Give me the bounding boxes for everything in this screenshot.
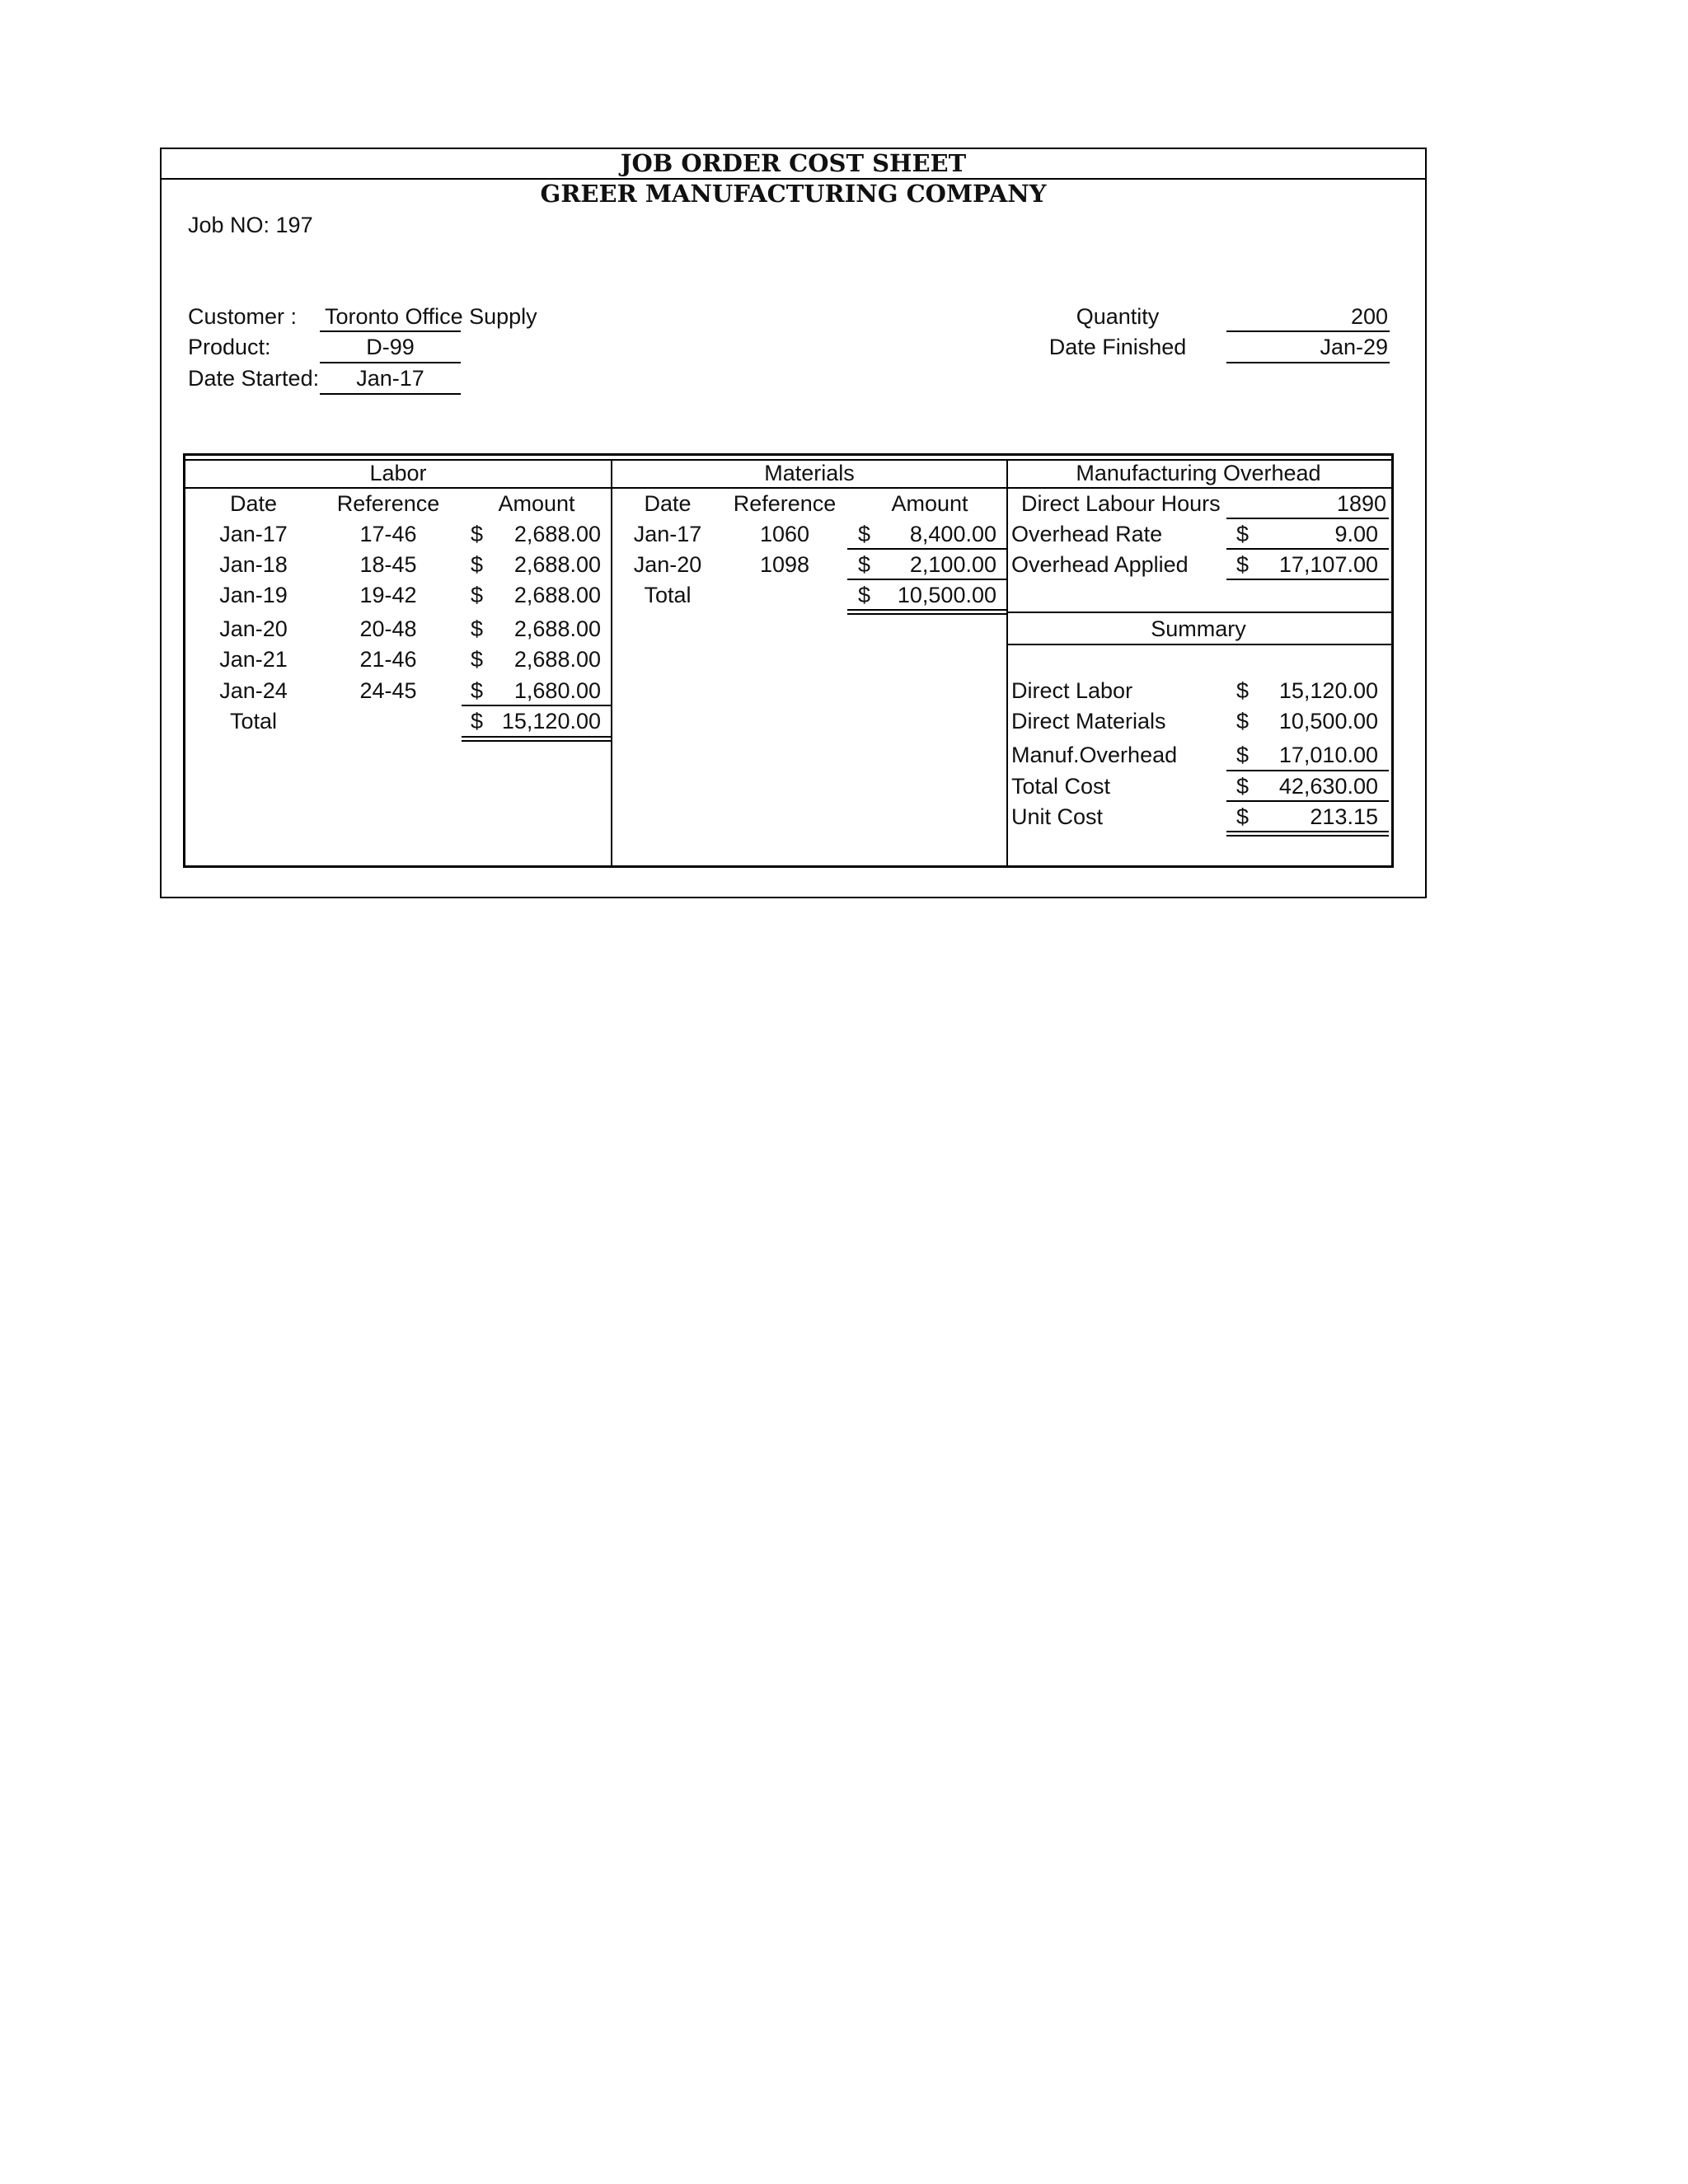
summary-value: 10,500.00 <box>1278 709 1378 733</box>
labor-currency: $ <box>471 583 484 607</box>
labor-total-double-underline <box>462 736 611 742</box>
materials-date: Jan-20 <box>633 552 702 577</box>
product-underline <box>320 362 461 363</box>
labor-col-amount: Amount <box>498 491 575 516</box>
labor-currency: $ <box>471 522 484 546</box>
summary-value: 15,120.00 <box>1278 678 1378 703</box>
summary-title-line <box>1006 644 1391 645</box>
hours-underline <box>1226 518 1389 519</box>
quantity-label: Quantity <box>1076 304 1160 329</box>
materials-col-reference: Reference <box>733 491 837 516</box>
labor-reference: 18-45 <box>359 552 417 577</box>
labor-date: Jan-24 <box>219 678 288 703</box>
job-number: Job NO: 197 <box>188 213 313 237</box>
overhead-rate-value: 9.00 <box>1334 522 1378 546</box>
labor-total-currency: $ <box>471 709 484 733</box>
summary-currency: $ <box>1236 774 1250 799</box>
date-started-label: Date Started: <box>188 366 320 391</box>
labor-date: Jan-21 <box>219 647 288 672</box>
materials-overhead-divider <box>1006 459 1008 865</box>
company-name: GREER MANUFACTURING COMPANY <box>540 180 1047 208</box>
labor-col-date: Date <box>229 491 278 516</box>
materials-row-line <box>847 548 1006 550</box>
unit-cost-double-underline <box>1226 831 1389 837</box>
materials-total-double-underline <box>847 609 1006 615</box>
materials-title: Materials <box>764 461 855 485</box>
materials-reference: 1060 <box>759 522 810 546</box>
materials-col-date: Date <box>644 491 692 516</box>
materials-col-amount: Amount <box>891 491 968 516</box>
date-finished-value: Jan-29 <box>1320 335 1388 359</box>
labor-date: Jan-19 <box>219 583 288 607</box>
quantity-underline <box>1226 330 1390 332</box>
summary-label: Direct Materials <box>1011 709 1166 733</box>
quantity-value: 200 <box>1350 304 1388 329</box>
labor-reference: 20-48 <box>359 616 417 641</box>
summary-value: 42,630.00 <box>1278 774 1378 799</box>
overhead-applied-currency: $ <box>1236 552 1250 577</box>
sheet-title: JOB ORDER COST SHEET <box>620 149 967 177</box>
overhead-title: Manufacturing Overhead <box>1076 461 1321 485</box>
materials-total-currency: $ <box>858 583 871 607</box>
labor-amount: 2,688.00 <box>513 522 601 546</box>
date-finished-underline <box>1226 362 1390 363</box>
labor-reference: 17-46 <box>359 522 417 546</box>
product-label: Product: <box>188 335 271 359</box>
customer-underline <box>320 330 461 332</box>
labor-currency: $ <box>471 616 484 641</box>
labor-reference: 19-42 <box>359 583 417 607</box>
materials-currency: $ <box>858 552 871 577</box>
summary-currency: $ <box>1236 804 1250 829</box>
summary-top-line <box>1006 612 1391 613</box>
applied-underline <box>1226 579 1389 580</box>
summary-title: Summary <box>1151 616 1246 641</box>
overhead-applied-value: 17,107.00 <box>1278 552 1378 577</box>
labor-title: Labor <box>369 461 427 485</box>
total-cost-underline <box>1226 800 1389 802</box>
summary-label: Total Cost <box>1011 774 1111 799</box>
summary-currency: $ <box>1236 678 1250 703</box>
summary-label: Manuf.Overhead <box>1011 743 1178 767</box>
overhead-rate-currency: $ <box>1236 522 1250 546</box>
date-finished-label: Date Finished <box>1048 335 1187 359</box>
labor-date: Jan-17 <box>219 522 288 546</box>
summary-value: 17,010.00 <box>1278 743 1378 767</box>
labor-currency: $ <box>471 552 484 577</box>
customer-value: Toronto Office Supply <box>325 304 537 329</box>
summary-currency: $ <box>1236 743 1250 767</box>
materials-amount: 2,100.00 <box>909 552 996 577</box>
labor-amount: 2,688.00 <box>513 616 601 641</box>
summary-currency: $ <box>1236 709 1250 733</box>
materials-amount: 8,400.00 <box>909 522 996 546</box>
date-started-value: Jan-17 <box>356 366 424 391</box>
materials-total-label: Total <box>644 583 692 607</box>
labor-date: Jan-18 <box>219 552 288 577</box>
customer-label: Customer : <box>188 304 298 329</box>
labor-amount: 2,688.00 <box>513 552 601 577</box>
overhead-applied-label: Overhead Applied <box>1011 552 1189 577</box>
materials-total-amount: 10,500.00 <box>897 583 996 607</box>
materials-currency: $ <box>858 522 871 546</box>
summary-label: Direct Labor <box>1011 678 1133 703</box>
summary-value: 213.15 <box>1310 804 1378 829</box>
labor-col-reference: Reference <box>336 491 440 516</box>
materials-reference: 1098 <box>759 552 810 577</box>
rate-underline <box>1226 548 1389 550</box>
direct-labour-hours-label: Direct Labour Hours <box>1021 491 1221 516</box>
materials-subtotal-line <box>847 579 1006 580</box>
labor-amount: 1,680.00 <box>513 678 601 703</box>
labor-total-amount: 15,120.00 <box>501 709 601 733</box>
labor-subtotal-line <box>462 705 611 706</box>
summary-subtotal-line <box>1226 770 1389 771</box>
product-value: D-99 <box>366 335 415 359</box>
overhead-rate-label: Overhead Rate <box>1011 522 1163 546</box>
labor-date: Jan-20 <box>219 616 288 641</box>
labor-reference: 24-45 <box>359 678 417 703</box>
labor-amount: 2,688.00 <box>513 647 601 672</box>
labor-reference: 21-46 <box>359 647 417 672</box>
labor-amount: 2,688.00 <box>513 583 601 607</box>
direct-labour-hours-value: 1890 <box>1336 491 1386 516</box>
labor-currency: $ <box>471 678 484 703</box>
section-title-line <box>183 487 1394 489</box>
summary-label: Unit Cost <box>1011 804 1104 829</box>
labor-total-label: Total <box>229 709 278 733</box>
materials-date: Jan-17 <box>633 522 702 546</box>
date-started-underline <box>320 393 461 395</box>
labor-currency: $ <box>471 647 484 672</box>
